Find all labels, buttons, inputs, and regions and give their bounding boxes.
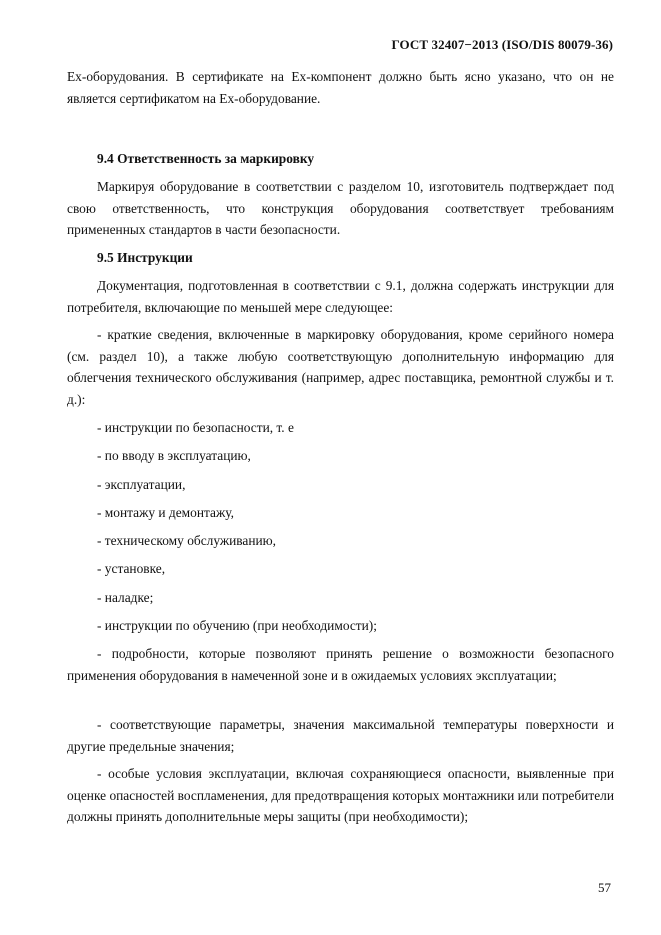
intro-paragraph: Ex-оборудования. В сертификате на Ex-компонент должно быть ясно указано, что он не является сертификатом на Ex-оборудование. [67, 69, 614, 106]
list-item-marking: - краткие сведения, включенные в маркировку оборудования, кроме серийного номера (см. раздел 10), а также любую соответствующую дополнительную информацию для облегчения технического обслуживания (например, адрес поставщика, ремонтной службы и т. д.): [67, 327, 614, 407]
section-9-4-paragraph: Маркируя оборудование в соответствии с разделом 10, изготовитель подтверждает под свою ответственность, что конструкция оборудования соответствует требованиям примененных стандартов в части безопасности. [67, 179, 614, 237]
section-9-4-heading: 9.4 Ответственность за маркировку [97, 151, 315, 166]
list-item-details: - подробности, которые позволяют принять решение о возможности безопасного применения оборудования в намеченной зоне и в ожидаемых условиях эксплуатации; [67, 646, 614, 683]
standard-header: ГОСТ 32407−2013 (ISO/DIS 80079-36) [391, 37, 613, 52]
list-item: - эксплуатации, [97, 477, 186, 492]
list-item: - монтажу и демонтажу, [97, 505, 234, 520]
list-item: - техническому обслуживанию, [97, 533, 277, 548]
list-item: - установке, [97, 561, 166, 576]
list-item: - по вводу в эксплуатацию, [97, 448, 251, 463]
list-item: - инструкции по безопасности, т. е [97, 420, 294, 435]
list-item-special-conditions: - особые условия эксплуатации, включая сохраняющиеся опасности, выявленные при оценке опасностей воспламенения, для предотвращения которых монтажники или потребители должны принять дополнительные меры защиты (при необходимости); [67, 766, 614, 824]
section-9-5-paragraph: Документация, подготовленная в соответствии с 9.1, должна содержать инструкции для потребителя, включающие по меньшей мере следующее: [67, 278, 614, 315]
list-item: - наладке; [97, 590, 154, 605]
page-number: 57 [598, 880, 611, 895]
section-9-5-heading: 9.5 Инструкции [97, 250, 193, 265]
list-item: - инструкции по обучению (при необходимости); [97, 618, 377, 633]
list-item-parameters: - соответствующие параметры, значения максимальной температуры поверхности и другие предельные значения; [67, 717, 614, 754]
